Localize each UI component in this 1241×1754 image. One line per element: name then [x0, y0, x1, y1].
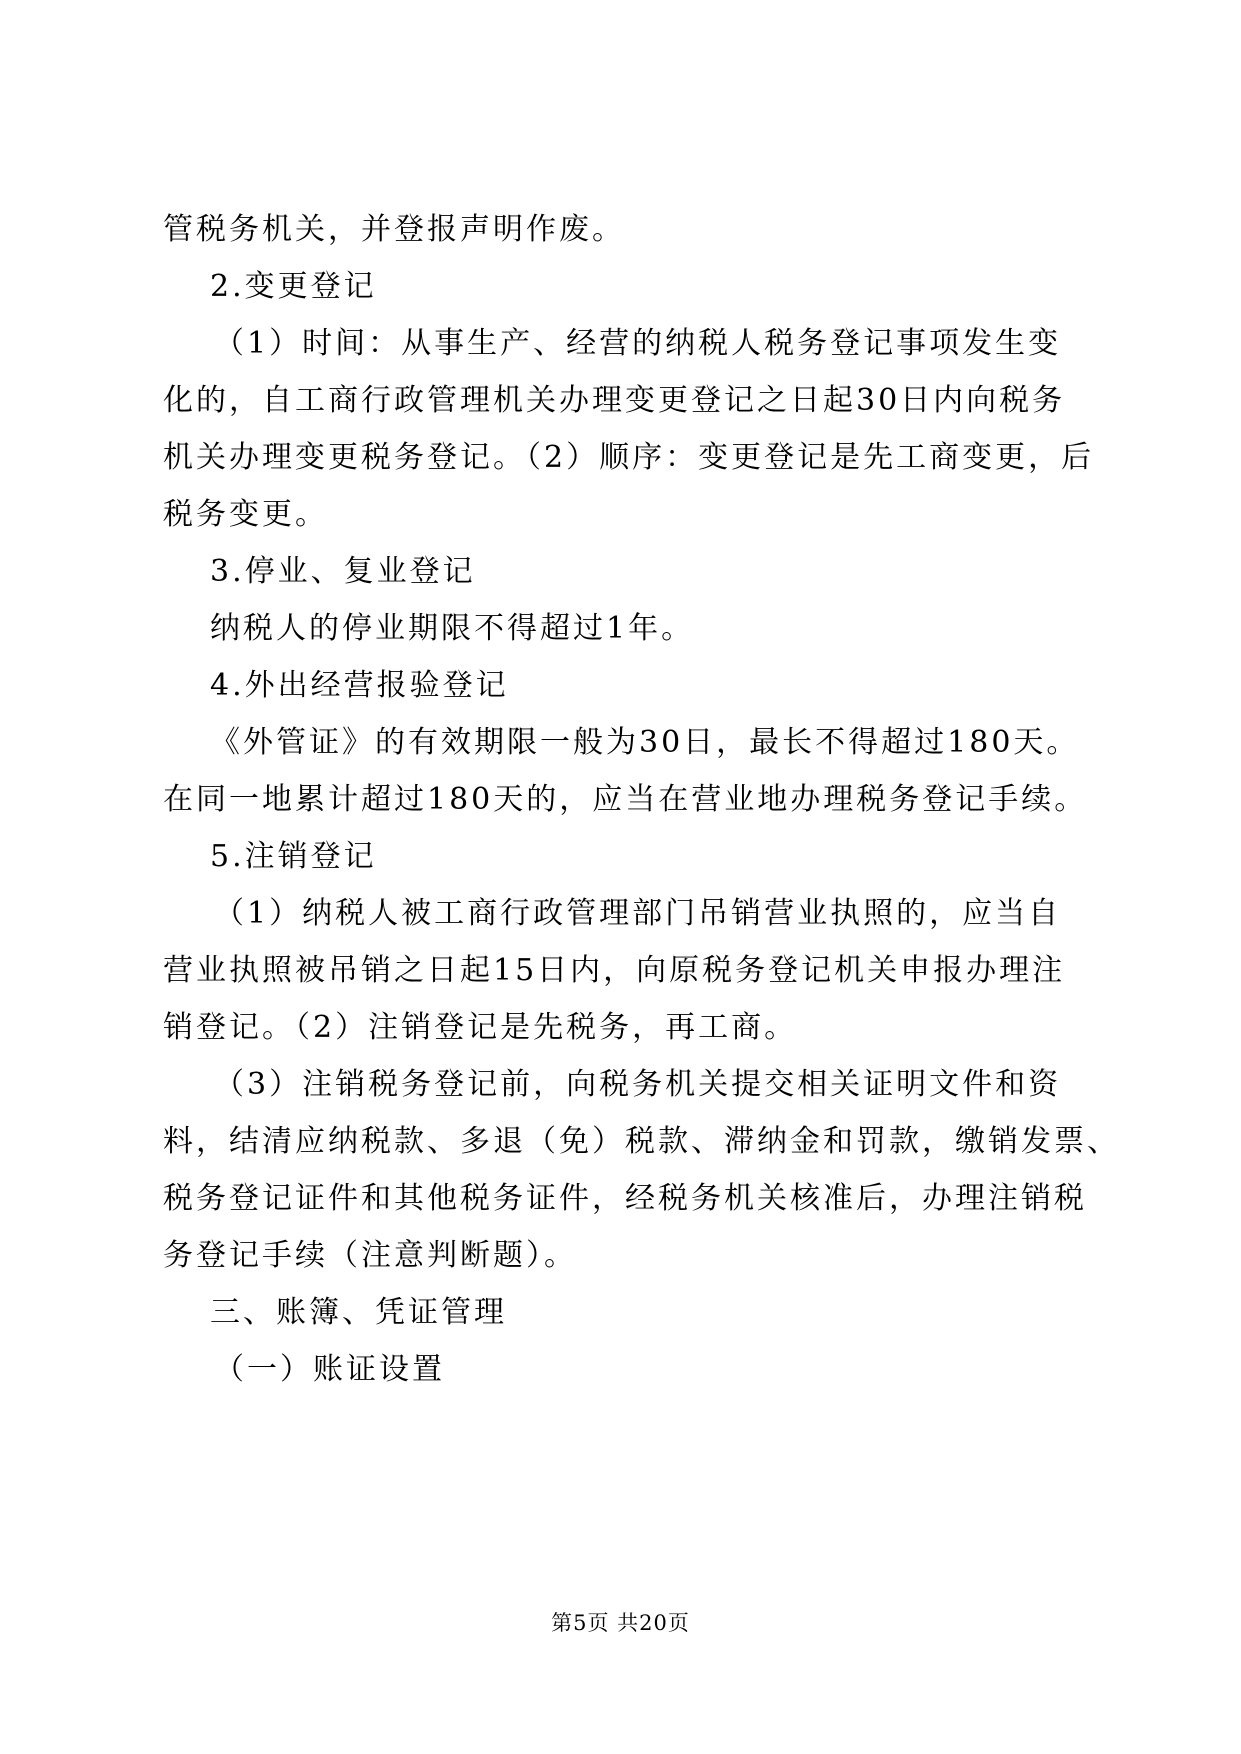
text-line: 营业执照被吊销之日起15日内，向原税务登记机关申报办理注: [163, 953, 1066, 988]
section-heading: 3.停业、复业登记: [210, 554, 476, 589]
text-line: 税务变更。: [163, 497, 328, 532]
page-number-footer: 第5页 共20页: [551, 1611, 690, 1635]
text-line: 在同一地累计超过180天的，应当在营业地办理税务登记手续。: [163, 782, 1088, 817]
section-heading: 5.注销登记: [210, 839, 377, 874]
text-line: （1）纳税人被工商行政管理部门吊销营业执照的，应当自: [214, 896, 1062, 931]
text-line: （3）注销税务登记前，向税务机关提交相关证明文件和资: [214, 1067, 1062, 1102]
text-line: 《外管证》的有效期限一般为30日，最长不得超过180天。: [210, 725, 1080, 760]
section-heading: 4.外出经营报验登记: [210, 668, 509, 703]
text-line: 料，结清应纳税款、多退（免）税款、滞纳金和罚款，缴销发票、: [163, 1124, 1120, 1159]
text-line: 务登记手续（注意判断题）。: [163, 1238, 577, 1273]
text-line: 税务登记证件和其他税务证件，经税务机关核准后，办理注销税: [163, 1181, 1087, 1216]
text-line: 管税务机关，并登报声明作废。: [163, 212, 625, 247]
text-line: 销登记。（2）注销登记是先税务，再工商。: [163, 1010, 798, 1045]
section-heading: 2.变更登记: [210, 269, 377, 304]
text-line: （1）时间：从事生产、经营的纳税人税务登记事项发生变: [214, 326, 1062, 361]
section-heading: 三、账簿、凭证管理: [210, 1295, 507, 1330]
text-line: 机关办理变更税务登记。（2）顺序：变更登记是先工商变更，后: [163, 440, 1095, 475]
subsection-heading: （一）账证设置: [214, 1352, 445, 1387]
text-line: 化的，自工商行政管理机关办理变更登记之日起30日内向税务: [163, 383, 1066, 418]
text-line: 纳税人的停业期限不得超过1年。: [210, 611, 695, 646]
